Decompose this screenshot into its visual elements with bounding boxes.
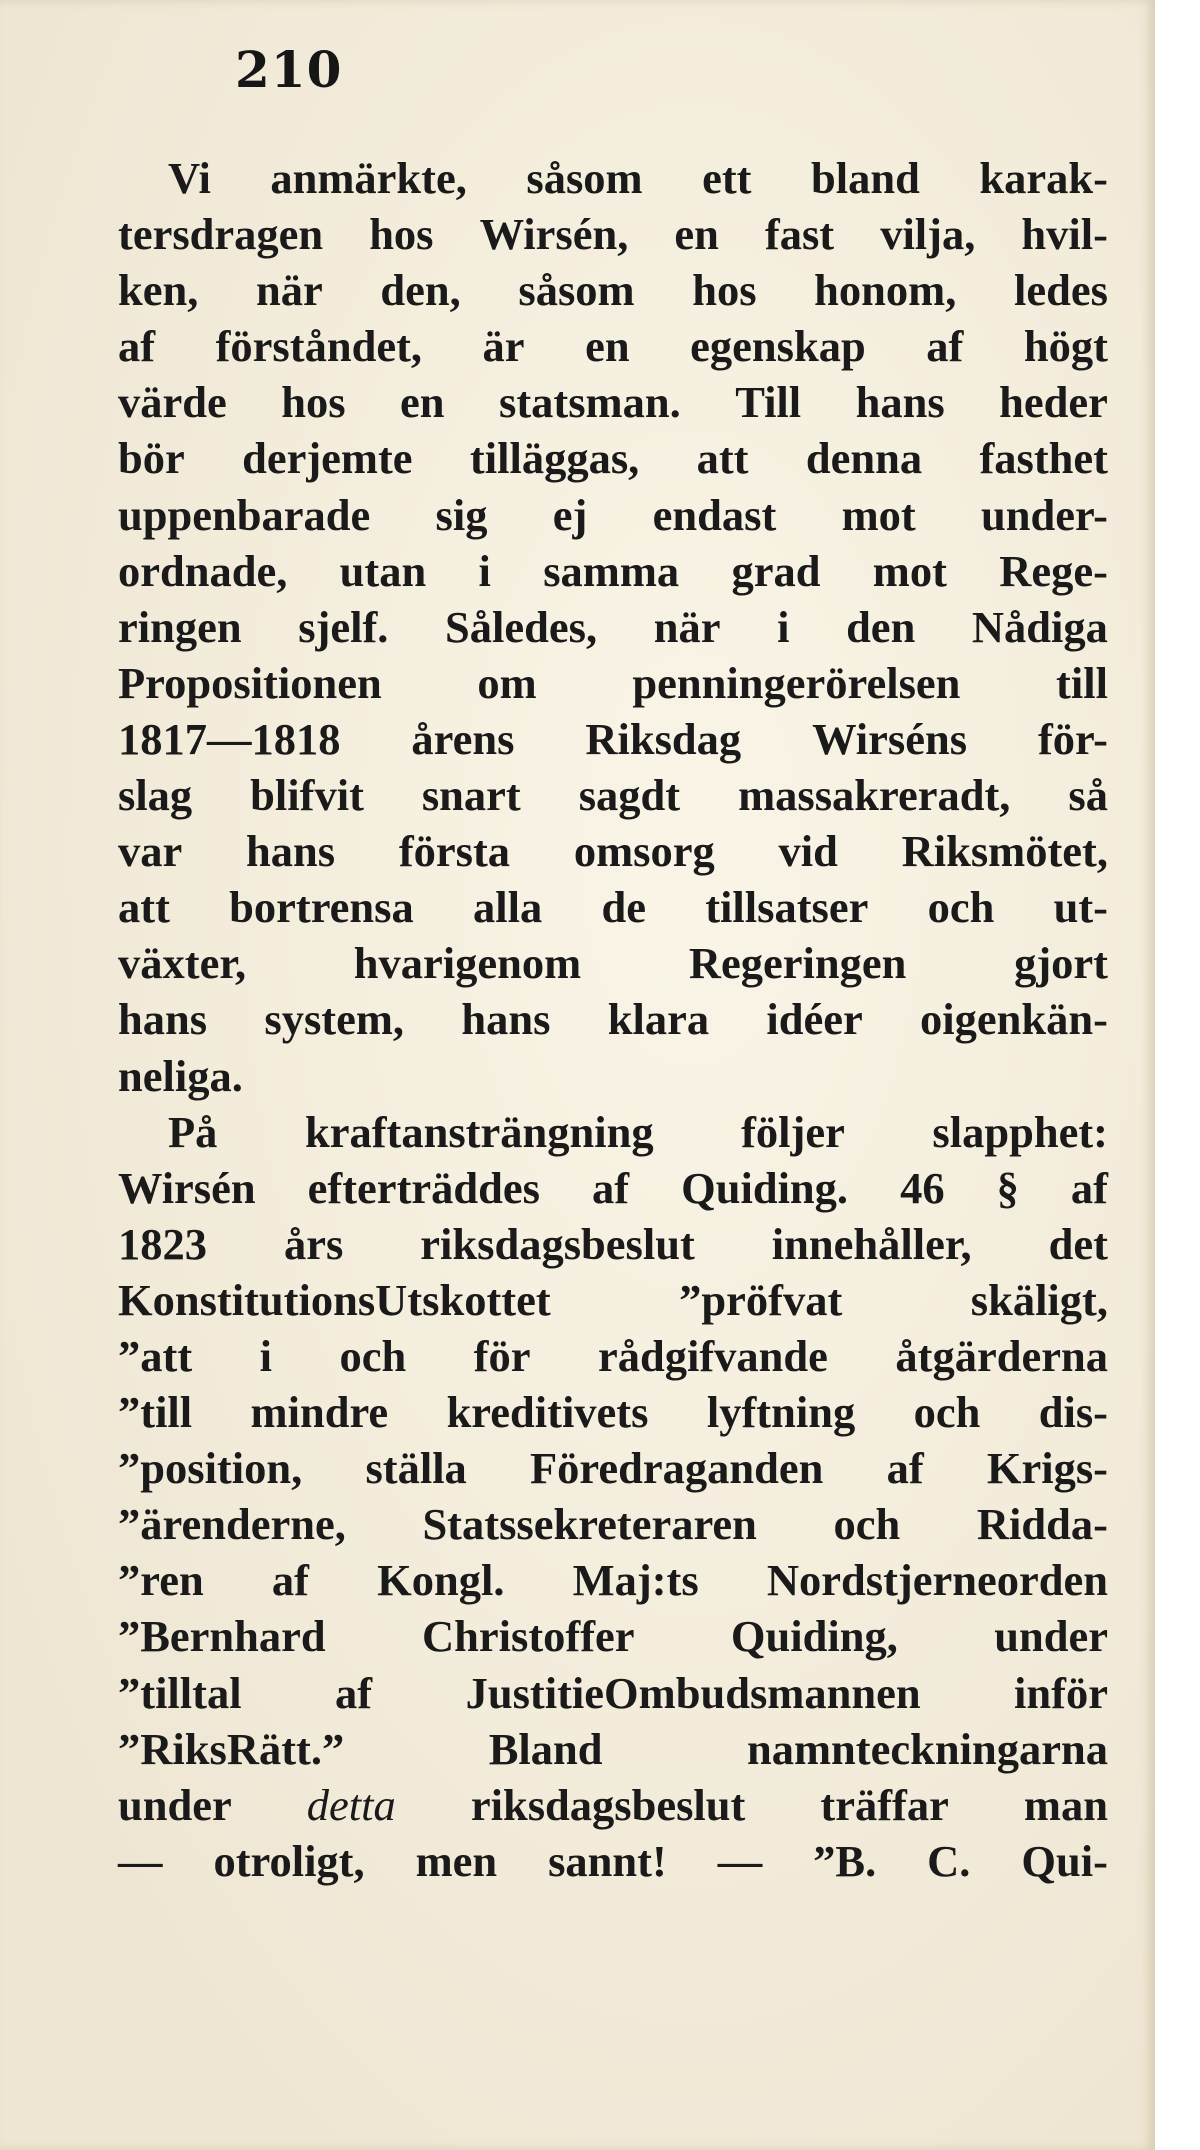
word: innehåller, xyxy=(771,1218,972,1269)
text-line xyxy=(118,1160,1108,1216)
text-line xyxy=(118,374,1108,430)
word: alla xyxy=(472,882,543,933)
word: är xyxy=(482,321,525,372)
word: hans xyxy=(855,377,945,428)
word: Christoffer xyxy=(422,1611,635,1662)
text-line xyxy=(118,318,1108,374)
word: Föredraganden xyxy=(530,1443,824,1494)
word: hos xyxy=(281,377,346,428)
word: ringen xyxy=(118,601,242,652)
word: KonstitutionsUtskottet xyxy=(118,1274,551,1325)
word: af xyxy=(335,1667,373,1718)
word: af xyxy=(926,321,964,372)
word: de xyxy=(601,882,646,933)
word: ”ren xyxy=(118,1555,204,1606)
text-line xyxy=(118,1665,1108,1721)
word: — xyxy=(118,1835,163,1886)
word: dis- xyxy=(1038,1387,1108,1438)
word: hans xyxy=(118,994,208,1045)
word: den, xyxy=(380,265,461,316)
word: vilja, xyxy=(880,209,976,260)
word: hans xyxy=(461,994,551,1045)
text-line xyxy=(118,767,1108,823)
text-line xyxy=(118,1328,1108,1384)
word: det xyxy=(1048,1218,1108,1269)
word: hvarigenom xyxy=(353,938,582,989)
word: Kongl. xyxy=(377,1555,505,1606)
word: riksdagsbeslut xyxy=(470,1779,746,1830)
word: klara xyxy=(607,994,710,1045)
word: ställa xyxy=(365,1443,467,1494)
word: förståndet, xyxy=(215,321,423,372)
text-line xyxy=(118,262,1108,318)
text-line xyxy=(118,150,1108,206)
word: och xyxy=(339,1330,407,1381)
word: lyftning xyxy=(706,1387,856,1438)
word: Nordstjerneorden xyxy=(766,1555,1108,1606)
word: ”att xyxy=(118,1330,193,1381)
word: ordnade, xyxy=(118,545,288,596)
word: första xyxy=(398,826,511,877)
word: bör xyxy=(118,433,185,484)
word: och xyxy=(927,882,995,933)
word: sjelf. xyxy=(298,601,389,652)
text-line xyxy=(118,711,1108,767)
word: ”RiksRätt.” xyxy=(118,1723,345,1774)
word: Bland xyxy=(488,1723,603,1774)
text-line xyxy=(118,543,1108,599)
text-line xyxy=(118,487,1108,543)
text-line xyxy=(118,1777,1108,1833)
text-line xyxy=(118,1104,1108,1160)
word: ett xyxy=(702,153,752,203)
text-line xyxy=(118,1384,1108,1440)
word: Till xyxy=(735,377,802,428)
word: såsom xyxy=(518,265,635,316)
text-line xyxy=(118,1608,1108,1664)
word: i xyxy=(259,1330,272,1381)
word: kraftansträngning xyxy=(304,1106,654,1157)
word: Regeringen xyxy=(688,938,907,989)
word: mot xyxy=(872,545,947,596)
word: anmärkte, xyxy=(270,153,467,203)
word: derjemte xyxy=(242,433,413,484)
word: hos xyxy=(369,209,434,260)
word: ”position, xyxy=(118,1443,303,1494)
word: af xyxy=(271,1555,309,1606)
word: om xyxy=(477,657,537,708)
text-line xyxy=(118,206,1108,262)
word: slag xyxy=(118,770,193,821)
word: Vi xyxy=(168,153,211,203)
word: Quiding, xyxy=(730,1611,898,1662)
word: massakreradt, xyxy=(738,770,1011,821)
word: åtgärderna xyxy=(895,1330,1108,1381)
word: ”tilltal xyxy=(118,1667,242,1718)
word: att xyxy=(118,882,170,933)
word: På xyxy=(168,1106,218,1157)
word: ”Bernhard xyxy=(118,1611,326,1662)
word: var xyxy=(118,826,183,877)
word: hvil- xyxy=(1021,209,1108,260)
word: till xyxy=(1056,657,1108,708)
word: så xyxy=(1068,770,1108,821)
word: när xyxy=(256,265,323,316)
text-line xyxy=(118,1833,1108,1889)
word: 1817—1818 xyxy=(118,713,341,764)
text-line xyxy=(118,1496,1108,1552)
text-line xyxy=(118,655,1108,711)
word: såsom xyxy=(526,153,643,203)
word: årens xyxy=(411,713,515,764)
word: penningerörelsen xyxy=(632,657,961,708)
word: idéer xyxy=(766,994,863,1045)
word: system, xyxy=(264,994,405,1045)
word: Ridda- xyxy=(976,1499,1108,1550)
word: af xyxy=(118,321,156,372)
word: § xyxy=(996,1162,1019,1213)
word: Maj:ts xyxy=(572,1555,699,1606)
word: hans xyxy=(246,826,336,877)
word: när xyxy=(653,601,721,652)
word: Riksdag xyxy=(585,713,742,764)
word: heder xyxy=(999,377,1108,428)
word: af xyxy=(886,1443,924,1494)
word: 46 xyxy=(900,1162,945,1213)
word: Statssekreteraren xyxy=(422,1499,757,1550)
word: för xyxy=(473,1330,531,1381)
word: tersdragen xyxy=(118,209,324,260)
word: 1823 xyxy=(118,1218,207,1269)
word: fast xyxy=(764,209,835,260)
word: karak- xyxy=(979,153,1108,203)
word: egenskap xyxy=(690,321,866,372)
word: hos xyxy=(692,265,757,316)
word: fasthet xyxy=(979,433,1108,484)
word: af xyxy=(1070,1162,1108,1213)
word: snart xyxy=(421,770,521,821)
text-line xyxy=(118,935,1108,991)
word: en xyxy=(585,321,630,372)
text-line xyxy=(118,1552,1108,1608)
word: bortrensa xyxy=(229,882,414,933)
word: grad xyxy=(731,545,821,596)
word: neliga. xyxy=(118,1050,243,1101)
word: riksdagsbeslut xyxy=(420,1218,695,1269)
word: ut- xyxy=(1053,882,1108,933)
text-line xyxy=(118,991,1108,1047)
word: JustitieOmbudsmannen xyxy=(465,1667,921,1718)
text-line xyxy=(118,599,1108,655)
word: växter, xyxy=(118,938,247,989)
word: omsorg xyxy=(573,826,715,877)
word: C. xyxy=(927,1835,971,1886)
word: endast xyxy=(652,489,777,540)
word: Således, xyxy=(445,601,598,652)
page-number: 210 xyxy=(235,40,343,99)
body-text xyxy=(118,150,1108,1889)
word: sagdt xyxy=(578,770,681,821)
word: Krigs- xyxy=(986,1443,1108,1494)
word: oigenkän- xyxy=(920,994,1108,1045)
word: att xyxy=(696,433,749,484)
word: uppenbarade xyxy=(118,489,371,540)
word: men xyxy=(415,1835,498,1886)
word: efterträddes xyxy=(307,1162,540,1213)
word: kreditivets xyxy=(446,1387,649,1438)
word: under- xyxy=(981,489,1108,540)
word: i xyxy=(478,545,491,596)
word: samma xyxy=(543,545,680,596)
word: träffar xyxy=(820,1779,949,1830)
word: Riksmötet, xyxy=(901,826,1108,877)
word: otroligt, xyxy=(213,1835,365,1886)
word: och xyxy=(913,1387,981,1438)
word: statsman. xyxy=(499,377,681,428)
word: för- xyxy=(1037,713,1108,764)
word: Wirséns xyxy=(812,713,968,764)
word: slapphet: xyxy=(932,1106,1108,1157)
word: sig xyxy=(435,489,488,540)
word: namnteckningarna xyxy=(746,1723,1108,1774)
word: ken, xyxy=(118,265,199,316)
word: denna xyxy=(805,433,923,484)
word: skäligt, xyxy=(970,1274,1108,1325)
word: bland xyxy=(810,153,920,203)
word: Quiding. xyxy=(681,1162,849,1213)
word: gjort xyxy=(1014,938,1108,989)
word: under xyxy=(994,1611,1108,1662)
text-line xyxy=(118,1272,1108,1328)
word: tilläggas, xyxy=(469,433,640,484)
word: vid xyxy=(778,826,838,877)
word: ”ärenderne, xyxy=(118,1499,346,1550)
word: följer xyxy=(741,1106,845,1157)
word: den xyxy=(846,601,916,652)
word: en xyxy=(674,209,719,260)
word: detta xyxy=(306,1779,396,1830)
word: Nådiga xyxy=(971,601,1108,652)
word: ”till xyxy=(118,1387,193,1438)
word: under xyxy=(118,1779,232,1830)
word: Wirsén xyxy=(118,1162,256,1213)
word: i xyxy=(777,601,790,652)
word: — xyxy=(717,1835,763,1886)
word: högt xyxy=(1023,321,1108,372)
word: utan xyxy=(339,545,427,596)
text-line xyxy=(118,1048,1108,1104)
word: rådgifvande xyxy=(597,1330,828,1381)
text-line xyxy=(118,430,1108,486)
word: sannt! xyxy=(548,1835,667,1886)
word: värde xyxy=(118,377,227,428)
word: man xyxy=(1023,1779,1108,1830)
word: tillsatser xyxy=(705,882,869,933)
word: mindre xyxy=(250,1387,389,1438)
text-line xyxy=(118,1216,1108,1272)
word: års xyxy=(283,1218,344,1269)
text-line xyxy=(118,879,1108,935)
word: Qui- xyxy=(1021,1835,1108,1886)
word: Propositionen xyxy=(118,657,382,708)
word: blifvit xyxy=(250,770,364,821)
word: mot xyxy=(841,489,916,540)
word: och xyxy=(833,1499,901,1550)
word: ”pröfvat xyxy=(679,1274,843,1325)
word: Rege- xyxy=(999,545,1108,596)
word: af xyxy=(591,1162,630,1213)
word: ”B. xyxy=(813,1835,877,1886)
word: Wirsén, xyxy=(479,209,629,260)
text-line xyxy=(118,1721,1108,1777)
word: ledes xyxy=(1014,265,1108,316)
word: honom, xyxy=(814,265,957,316)
text-line xyxy=(118,1440,1108,1496)
text-line xyxy=(118,823,1108,879)
word: ej xyxy=(552,489,588,540)
word: en xyxy=(400,377,445,428)
word: inför xyxy=(1014,1667,1108,1718)
